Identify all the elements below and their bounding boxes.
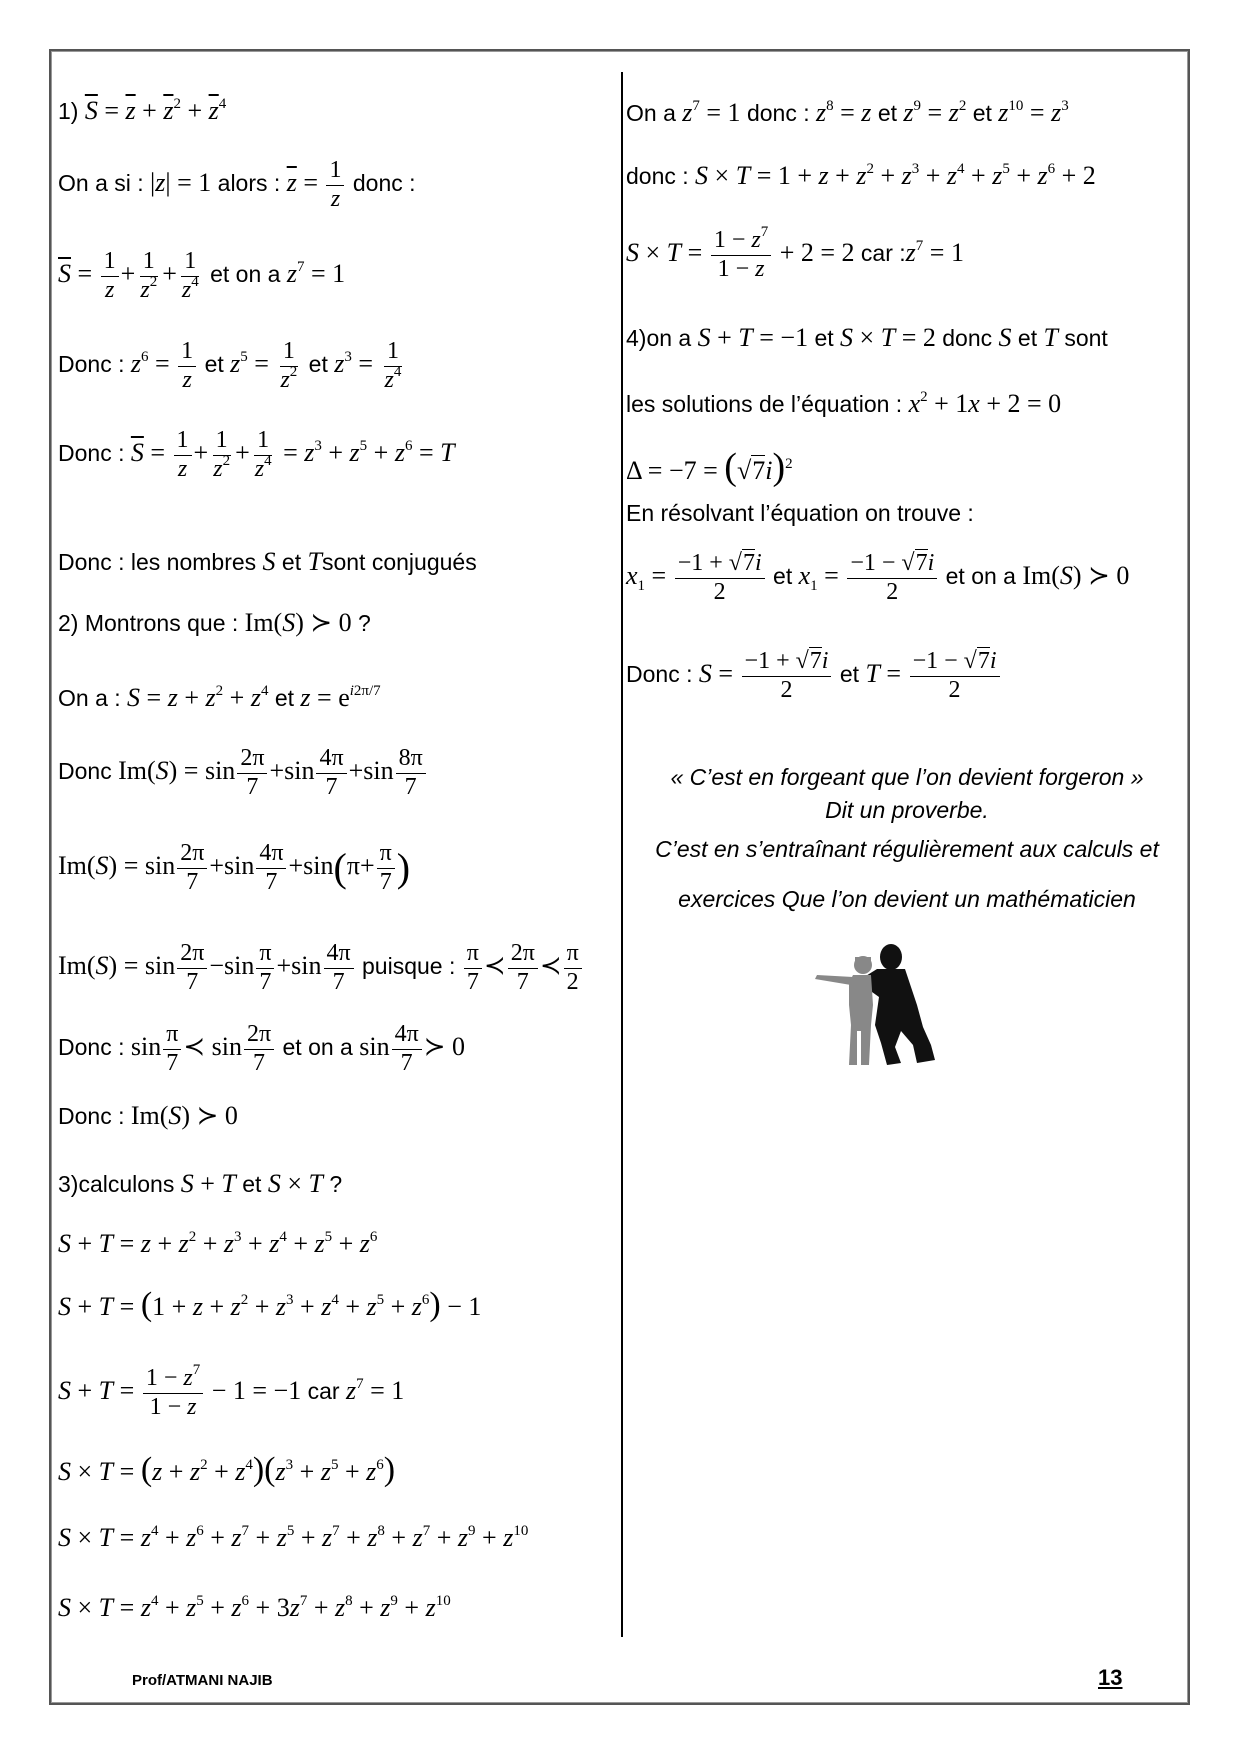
text-car: car xyxy=(307,1378,340,1405)
left-line-2 xyxy=(58,157,416,213)
text-donc: Donc : xyxy=(58,351,125,378)
right-line-2 xyxy=(626,160,1096,191)
text-donc: Donc : xyxy=(58,1103,125,1129)
right-line-7 xyxy=(626,500,974,528)
text-et: et xyxy=(204,351,224,378)
right-line-1 xyxy=(626,97,1069,128)
left-line-17 xyxy=(58,1362,405,1421)
text-et: et xyxy=(773,563,793,590)
math-z6: $z^6$ = $\frac{1}{z}$ xyxy=(131,349,198,378)
math-z7-r: $z^7 = 1$ xyxy=(682,98,741,127)
page-number: 13 xyxy=(1098,1665,1123,1690)
left-line-1 xyxy=(58,95,226,126)
left-line-16 xyxy=(58,1285,481,1326)
math-prod-3: $S \times T = z^4 + z^5 + z^6 + 3z^7 + z^8 + z^9 + z^{10}$ xyxy=(58,1593,451,1622)
text-car: car : xyxy=(860,240,906,267)
math-sum-1: $S + T = z + z^2 + z^3 + z^4 + z^5 + z^6$ xyxy=(58,1229,378,1258)
child-silhouette xyxy=(815,956,873,1065)
text-et-on-a: et on a xyxy=(945,563,1016,590)
math-im-pos-r: Im(S) ≻ 0 xyxy=(1022,561,1130,591)
text-conj-suffix: sont conjugués xyxy=(321,549,477,575)
math-sin-ineq: sin $\frac{\pi}{7}$ ≺ sin $\frac{2\pi}{7}$ xyxy=(131,1032,276,1061)
math-S: S xyxy=(262,547,276,576)
q1-label: 1) xyxy=(58,98,79,124)
math-sbar: $\overline{S} = \overline{z} + \overline{z}^2 + \overline{z}^4$ xyxy=(84,96,227,125)
right-line-4 xyxy=(626,322,1108,353)
text-et: et xyxy=(281,549,302,575)
left-line-6 xyxy=(58,546,477,577)
text-et: et xyxy=(972,100,992,126)
text-et: et xyxy=(839,661,860,688)
text-puisque: puisque : xyxy=(362,953,456,980)
left-line-13 xyxy=(58,1100,238,1131)
right-line-6 xyxy=(626,445,793,491)
math-ineq: $\frac{\pi}{7}$ ≺ $\frac{2\pi}{7}$ ≺ $\frac{\pi}{2}$ xyxy=(462,951,584,980)
math-z10: $z^{10} = z^3$ xyxy=(998,98,1069,127)
text-conj-prefix: Donc : les nombres xyxy=(58,549,257,575)
text-alors: alors : xyxy=(217,170,281,197)
math-prod-4: $S \times T = 1 + z + z^2 + z^3 + z^4 + z^5 + z^6 + 2$ xyxy=(695,161,1096,190)
math-S: S xyxy=(998,323,1012,352)
left-line-18 xyxy=(58,1450,395,1491)
math-sbar-fracs: $\overline{S}$ = $\frac{1}{z}$ + $\frac{1}{z^2}$ + $\frac{1}{z^4}$ xyxy=(58,248,199,303)
left-line-3 xyxy=(58,248,345,304)
left-line-11 xyxy=(58,940,584,996)
text-q3: 3)calculons xyxy=(58,1171,175,1197)
left-line-9 xyxy=(58,745,428,801)
math-prod-val: S × T = 2 xyxy=(840,323,936,352)
text-et-on-a: et on a xyxy=(282,1034,353,1061)
left-line-12 xyxy=(58,1021,465,1077)
math-im-sum: Im(S) = sin $\frac{2\pi}{7}$ +sin $\frac{4\pi}{7}$ +sin $\frac{8\pi}{7}$ xyxy=(118,756,428,785)
text-et: et xyxy=(1017,325,1038,351)
adult-and-child-silhouette-icon xyxy=(805,935,945,1075)
text-sont: sont xyxy=(1064,325,1108,351)
math-quadratic: $x^2 + 1x + 2 = 0$ xyxy=(908,389,1062,418)
math-T-value: T = $\frac{-1 - √7i}{2}$ xyxy=(865,659,1001,688)
math-modulus: |z| = 1 xyxy=(150,168,212,198)
left-line-7 xyxy=(58,607,371,638)
text-donc: donc xyxy=(942,325,993,351)
math-sbar-T: $\overline{S}$ = $\frac{1}{z}$ + $\frac{1}{z^2}$ + $\frac{1}{z^4}$ = $z^3 + z^5 + z^6 = T$ xyxy=(130,427,455,482)
text-q2: 2) Montrons que : xyxy=(58,610,239,636)
text-donc: donc : xyxy=(746,100,810,126)
text-et: et xyxy=(814,325,834,351)
math-z-exp: $z = e^{i2\pi/7}$ xyxy=(300,683,381,712)
quote-line-3: C’est en s’entraînant régulièrement aux calculs et xyxy=(655,836,1159,862)
left-line-14 xyxy=(58,1168,342,1199)
right-line-8 xyxy=(626,550,1129,606)
math-zbar: $\overline{z}$ = $\frac{1}{z}$ xyxy=(287,168,347,197)
math-sum-3: S + T = $\frac{1 - z^7}{1 - z}$ − 1 = −1 xyxy=(58,1362,302,1420)
text-donc: donc : xyxy=(626,163,689,189)
math-S-def: $S = z + z^2 + z^4$ xyxy=(127,683,269,712)
text-equation: les solutions de l’équation : xyxy=(626,391,903,417)
text-et: et xyxy=(242,1171,262,1197)
left-line-5 xyxy=(58,427,455,483)
text-solving: En résolvant l’équation on trouve : xyxy=(626,500,974,526)
text-q2-mark: ? xyxy=(358,610,371,636)
text-et: et xyxy=(308,351,328,378)
math-S-value: S = $\frac{-1 + √7i}{2}$ xyxy=(699,659,834,688)
quote-line-4: exercices Que l’on devient un mathématicien xyxy=(678,886,1136,912)
text-donc: donc : xyxy=(352,170,416,197)
math-prod-2: $S \times T = z^4 + z^6 + z^7 + z^5 + z^7 + z^8 + z^7 + z^9 + z^{10}$ xyxy=(58,1523,529,1552)
math-z3: $z^3$ = $\frac{1}{z^4}$ xyxy=(334,338,402,393)
math-im-result: Im(S) ≻ 0 xyxy=(130,1101,238,1130)
math-delta: $\Delta = -7 = (√7i)^2$ xyxy=(626,446,793,488)
footer-author: Prof/ATMANI NAJIB xyxy=(132,1672,273,1689)
math-T: T xyxy=(1043,323,1058,352)
right-line-9 xyxy=(626,648,1002,704)
text-et-on-a: et on a xyxy=(210,261,281,288)
left-line-19 xyxy=(58,1522,528,1553)
math-z7-c: $z^7 = 1$ xyxy=(905,238,964,268)
math-T: T xyxy=(307,547,322,576)
text-donc: Donc : xyxy=(58,1034,125,1061)
quote-line-1: « C’est en forgeant que l’on devient forgeron » xyxy=(670,764,1144,790)
left-line-8 xyxy=(58,682,381,713)
text-q4: 4)on a xyxy=(626,325,692,351)
math-S-times-T: S × T xyxy=(267,1169,323,1198)
right-line-3 xyxy=(626,224,964,283)
left-line-20 xyxy=(58,1592,451,1623)
text-et: et xyxy=(877,100,897,126)
math-im-sum-2: Im(S) = sin $\frac{2\pi}{7}$ +sin $\frac{4\pi}{7}$ +sin(π+ $\frac{\pi}{7}$ ) xyxy=(58,840,411,895)
math-sum-val: S + T = −1 xyxy=(697,323,809,352)
text-donc: Donc : xyxy=(58,440,125,467)
text-on-a-si: On a si : xyxy=(58,170,144,197)
text-on-a: On a xyxy=(626,100,676,126)
column-divider xyxy=(621,72,623,1637)
math-z7-b: $z^7 = 1$ xyxy=(345,1376,405,1406)
math-prod-5: S × T = $\frac{1 - z^7}{1 - z}$ + 2 = 2 xyxy=(626,224,855,282)
left-line-4 xyxy=(58,338,406,394)
text-donc: Donc xyxy=(58,758,112,785)
math-z7: $z^7 = 1$ xyxy=(286,259,346,289)
math-x2: $x_1$ = $\frac{-1 - √7i}{2}$ xyxy=(799,561,940,590)
math-S-plus-T: S + T xyxy=(180,1169,236,1198)
left-line-10 xyxy=(58,840,410,896)
text-on-a: On a : xyxy=(58,685,121,711)
math-z8: $z^8 = z$ xyxy=(816,98,872,127)
text-et: et xyxy=(274,685,295,711)
math-x1: $x_1$ = $\frac{-1 + √7i}{2}$ xyxy=(626,561,767,590)
right-line-5 xyxy=(626,388,1061,419)
math-im-sum-3: Im(S) = sin $\frac{2\pi}{7}$ −sin $\frac{\pi}{7}$ +sin $\frac{4\pi}{7}$ xyxy=(58,951,356,980)
left-line-15 xyxy=(58,1228,377,1259)
math-z9: $z^9 = z^2$ xyxy=(903,98,967,127)
math-im-pos: Im(S) ≻ 0 xyxy=(244,608,352,637)
math-prod-1: $S \times T = (z + z^2 + z^4)(z^3 + z^5 + z^6)$ xyxy=(58,1451,396,1488)
math-sin-pos: sin $\frac{4\pi}{7}$ ≻ 0 xyxy=(359,1021,465,1076)
math-sum-2: $S + T = (1 + z + z^2 + z^3 + z^4 + z^5 + z^6) - 1$ xyxy=(58,1286,482,1323)
math-z5: $z^5$ = $\frac{1}{z^2}$ xyxy=(230,338,298,393)
text-q3-mark: ? xyxy=(329,1171,343,1197)
text-donc: Donc : xyxy=(626,661,693,688)
quote-line-2: Dit un proverbe. xyxy=(825,797,989,823)
